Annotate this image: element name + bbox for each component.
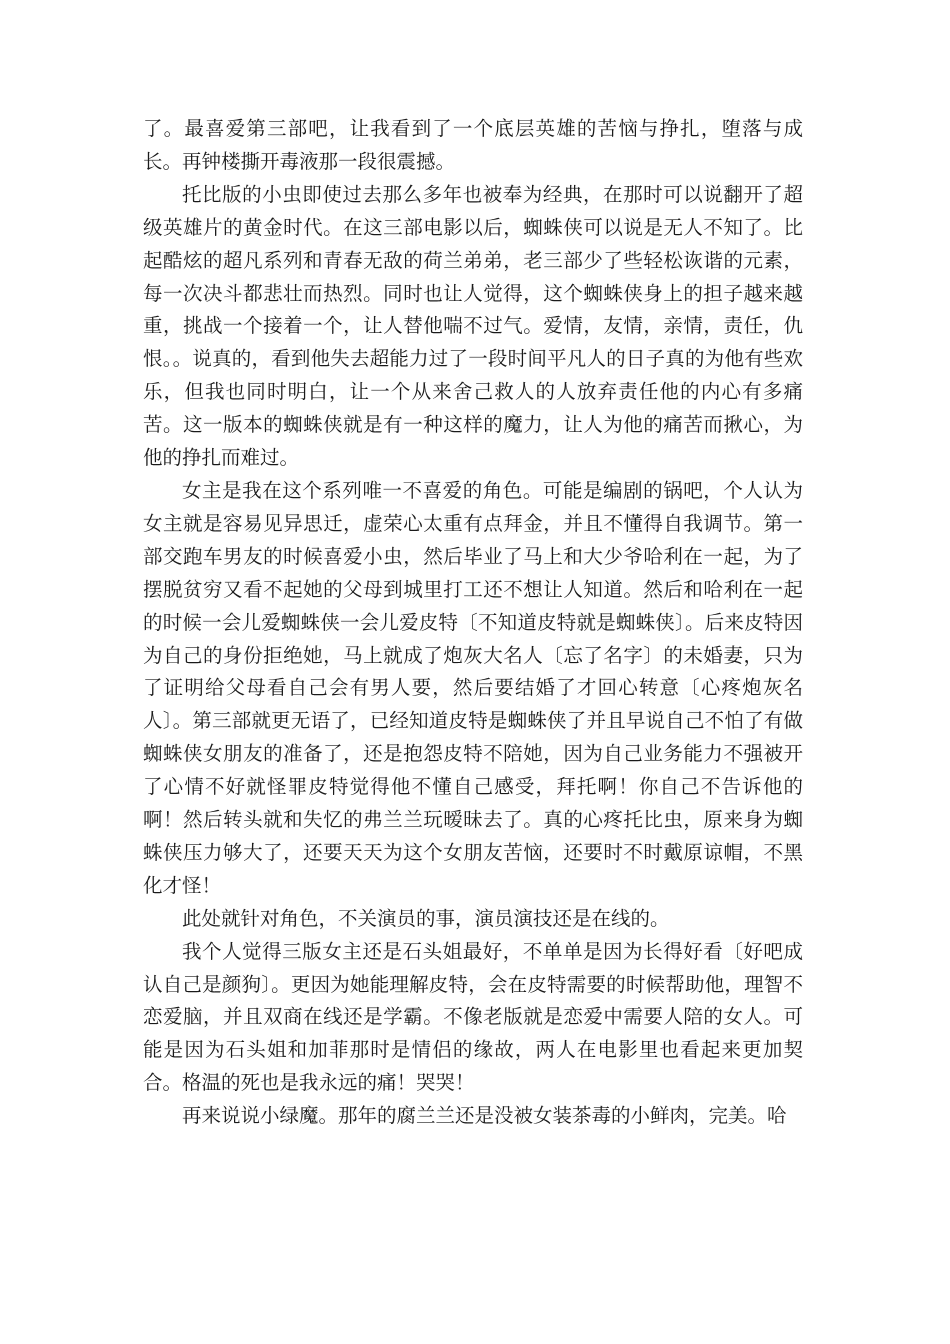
paragraph-2: 托比版的小虫即使过去那么多年也被奉为经典，在那时可以说翻开了超级英雄片的黄金时代。在这三部电影以后，蜘蛛侠可以说是无人不知了。比起酷炫的超凡系列和青春无敌的荷兰弟弟，老三部少了些轻松诙谐的元素，每一次决斗都悲壮而热烈。同时也让人觉得，这个蜘蛛侠身上的担子越来越重，挑战一个接着一个，让人替他喘不过气。爱情，友情，亲情，责任，仇恨。。说真的，看到他失去超能力过了一段时间平凡人的日子真的为他有些欢乐，但我也同时明白，让一个从来舍己救人的人放弃责任他的内心有多痛苦。这一版本的蜘蛛侠就是有一种这样的魔力，让人为他的痛苦而揪心，为他的挣扎而难过。 [143, 182, 803, 470]
paragraph-3: 女主是我在这个系列唯一不喜爱的角色。可能是编剧的锅吧，个人认为女主就是容易见异思迁，虚荣心太重有点拜金，并且不懂得自我调节。第一部交跑车男友的时候喜爱小虫，然后毕业了马上和大少爷哈利在一起，为了摆脱贫穷又看不起她的父母到城里打工还不想让人知道。然后和哈利在一起的时候一会儿爱蜘蛛侠一会儿爱皮特〔不知道皮特就是蜘蛛侠〕。后来皮特因为自己的身份拒绝她，马上就成了炮灰大名人〔忘了名字〕的未婚妻，只为了证明给父母看自己会有男人要，然后要结婚了才回心转意〔心疼炮灰名人〕。第三部就更无语了，已经知道皮特是蜘蛛侠了并且早说自己不怕了有做蜘蛛侠女朋友的准备了，还是抱怨皮特不陪她，因为自己业务能力不强被开了心情不好就怪罪皮特觉得他不懂自己感受，拜托啊！你自己不告诉他的啊！然后转头就和失忆的弗兰兰玩暧昧去了。真的心疼托比虫，原来身为蜘蛛侠压力够大了，还要天天为这个女朋友苦恼，还要时不时戴原谅帽，不黑化才怪！ [143, 478, 803, 897]
paragraph-5: 我个人觉得三版女主还是石头姐最好，不单单是因为长得好看〔好吧成认自己是颜狗〕。更因为她能理解皮特，会在皮特需要的时候帮助他，理智不恋爱脑，并且双商在线还是学霸。不像老版就是恋爱中需要人陪的女人。可能是因为石头姐和加菲那时是情侣的缘故，两人在电影里也看起来更加契合。格温的死也是我永远的痛！哭哭！ [143, 939, 803, 1095]
document-body [143, 113, 803, 1133]
paragraph-4: 此处就针对角色，不关演员的事，演员演技还是在线的。 [182, 906, 670, 930]
paragraph-1: 了。最喜爱第三部吧，让我看到了一个底层英雄的苦恼与挣扎，堕落与成长。再钟楼撕开毒液那一段很震撼。 [143, 117, 803, 173]
paragraph-6: 再来说说小绿魔。那年的腐兰兰还是没被女装茶毒的小鲜肉，完美。哈 [182, 1104, 787, 1128]
